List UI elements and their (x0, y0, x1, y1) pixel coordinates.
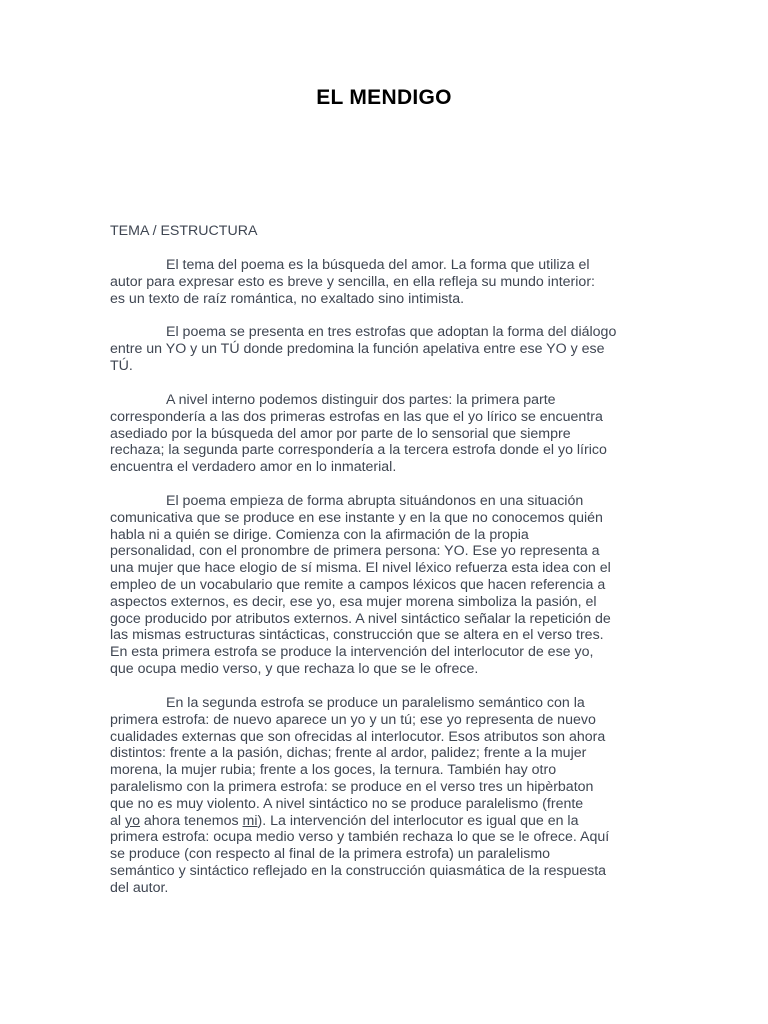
document-title: EL MENDIGO (316, 86, 452, 109)
paragraph-5-part-2: ahora tenemos (139, 812, 243, 829)
section-heading (110, 223, 658, 257)
paragraph-4-text: El poema empieza de forma abrupta situándonos en una situación comunicativa que se produce en ese instante y en la que no conocemos quién habla ni a quién se dirige. Comienza con la afirmación de la propia personalidad, con el pronombre de primera persona: YO. Ese yo representa a una mujer que hace elogio de sí misma. El nivel léxico refuerza esta idea con el empleo de un vocabulario que remite a campos léxicos que hacen referencia a aspectos externos, es decir, ese yo, esa mujer morena simboliza la pasión, el goce producido por atributos externos. A nivel sintáctico señalar la repetición de las mismas estructuras sintácticas, construcción que se altera en el verso tres. En esta primera estrofa se produce la intervención del interlocutor de ese yo, que ocupa medio verso, y que rechaza lo que se le ofrece. (110, 493, 611, 677)
paragraph-5-text (110, 695, 658, 897)
paragraph-5-part-3: ). La intervención del interlocutor es igual que en la primera estrofa: ocupa medio verso y también rechaza lo que se le ofrece. Aquí se produce (con respecto al final de la primera estrofa) un paralelismo semántico y sintáctico reflejado en la construcción quiasmática de la respuesta del autor. (110, 812, 610, 896)
paragraph-3-text: A nivel interno podemos distinguir dos partes: la primera parte correspondería a las dos primeras estrofas en las que el yo lírico se encuentra asediado por la búsqueda del amor por parte de lo sensorial que siempre rechaza; la segunda parte correspondería a la tercera estrofa donde el yo lírico encuentra el verdadero amor en lo inmaterial. (110, 392, 607, 476)
underlined-word-yo: yo (124, 812, 140, 829)
paragraph-1-text: El tema del poema es la búsqueda del amor. La forma que utiliza el autor para expresar esto es breve y sencilla, en ella refleja su mundo interior: es un texto de raíz romántica, no exaltado sino intimista. (110, 257, 595, 307)
paragraph-5-part-1: En la segunda estrofa se produce un paralelismo semántico con la primera estrofa: de nuevo aparece un yo y un tú; ese yo representa de nuevo cualidades externas que son ofrecidas al interlocutor. Esos atributos son ahora distintos: frente a la pasión, dichas; frente al ardor, palidez; frente a la mujer morena, la mujer rubia; frente a los goces, la ternura. También hay otro paralelismo con la primera estrofa: se produce en el verso tres un hipèrbaton que no es muy violento. A nivel sintáctico no se produce paralelismo (frente al (110, 695, 606, 829)
paragraph-2-text: El poema se presenta en tres estrofas que adoptan la forma del diálogo entre un YO y un TÚ donde predomina la función apelativa entre ese YO y ese TÚ. (110, 324, 617, 374)
underlined-word-mi: mi (242, 812, 258, 829)
paragraph-5 (110, 695, 658, 897)
paragraph-3 (110, 392, 658, 476)
paragraph-4 (110, 493, 658, 678)
section-label: TEMA / ESTRUCTURA (110, 223, 258, 239)
paragraph-2 (110, 324, 658, 374)
paragraph-1 (110, 257, 658, 307)
